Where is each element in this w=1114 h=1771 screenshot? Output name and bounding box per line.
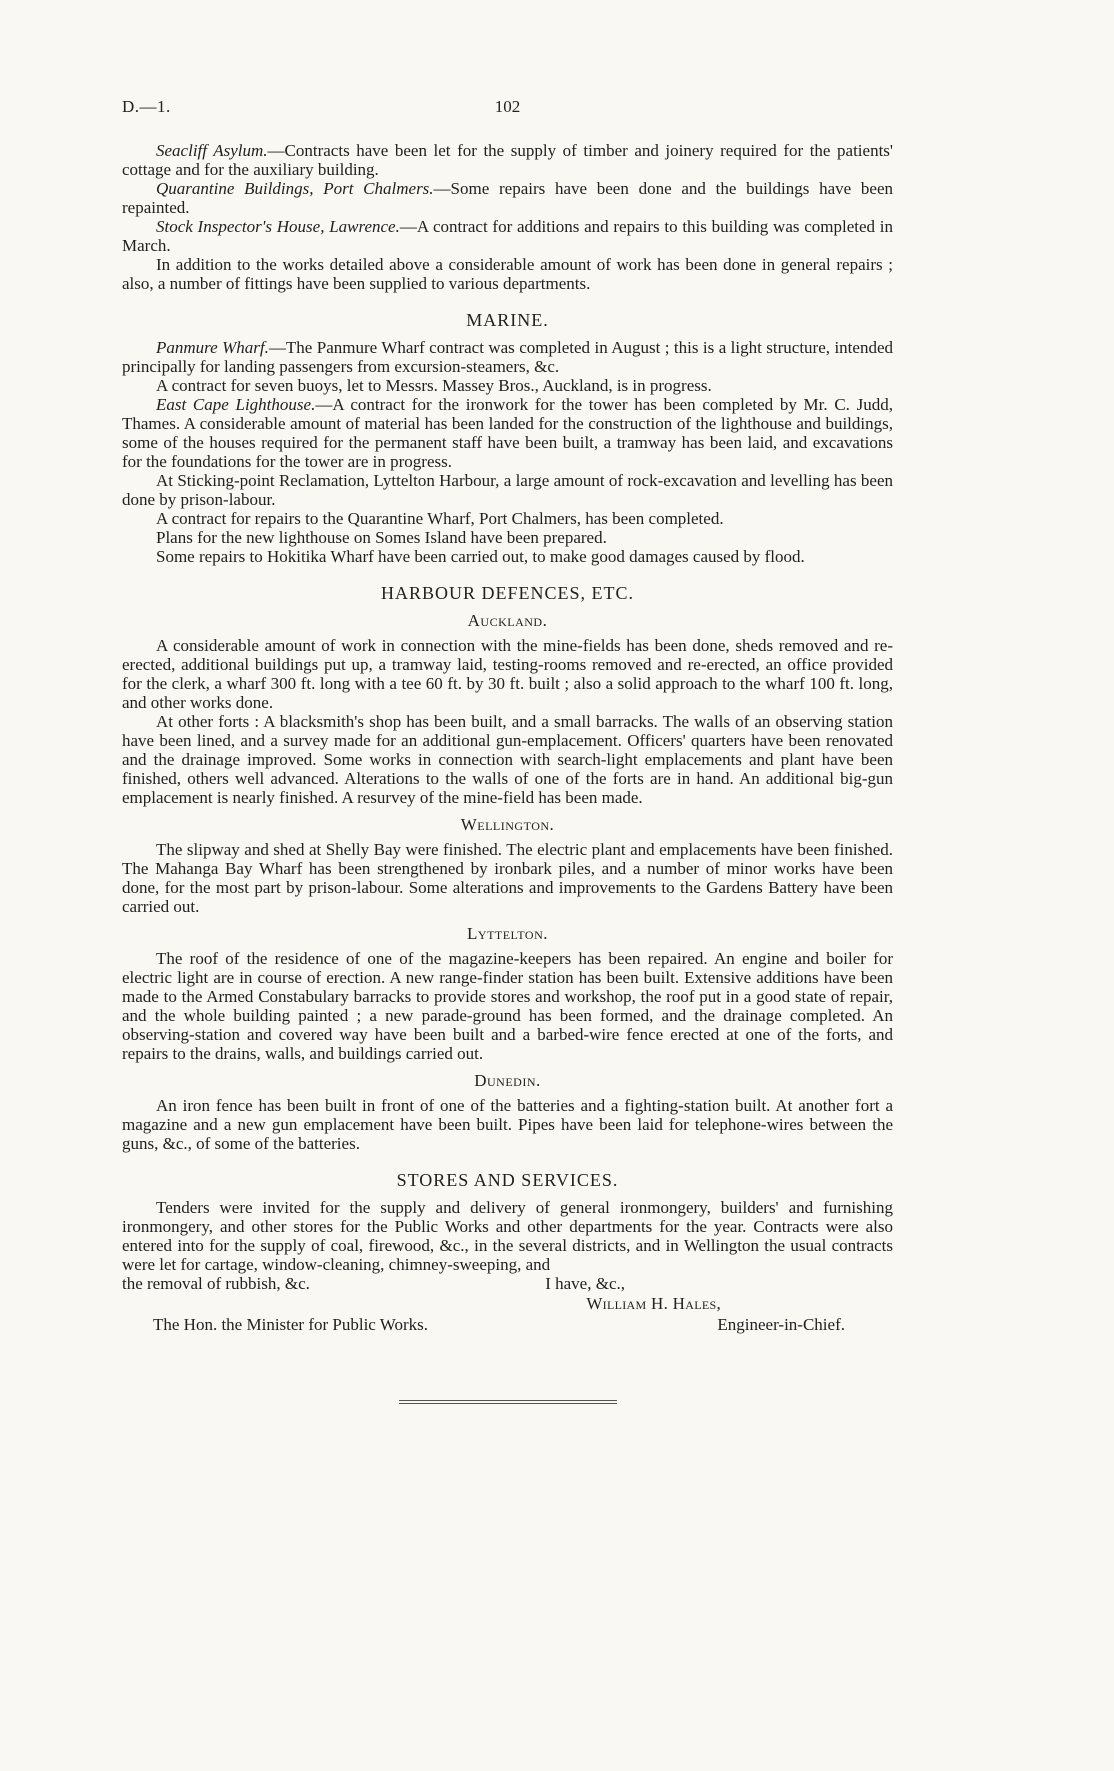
- paragraph: [122, 712, 893, 807]
- section-subheading: Dunedin.: [474, 1071, 541, 1090]
- paragraph-text: The slipway and shed at Shelly Bay were finished. The electric plant and emplacements have been finished. The Mahanga Bay Wharf has been strengthened by ironbark piles, and a number of minor works have been done, for the most part by prison-labour. Some alterations and improvements to the Gardens Battery have been carried out.: [122, 840, 893, 916]
- paragraph-lead: Seacliff Asylum.: [156, 141, 268, 160]
- paragraph: [122, 636, 893, 712]
- page-number: 102: [494, 97, 521, 116]
- paragraph: [122, 840, 893, 916]
- end-of-document-rule: [399, 1400, 617, 1404]
- paragraph: [122, 509, 893, 528]
- paragraph-lead: Panmure Wharf.: [156, 338, 269, 357]
- signatory-name: William H. Hales,: [586, 1294, 721, 1313]
- paragraph-lead: Quarantine Buildings, Port Chalmers.: [156, 179, 434, 198]
- paragraph-text: The roof of the residence of one of the magazine-keepers has been repaired. An engine and boiler for electric light are in course of erection. A new range-finder station has been built. Extensive additions have been made to the Armed Constabulary barracks to provide stores and workshop, the roof put in a good state of repair, and the whole building painted ; a new parade-ground has been formed, and the drainage completed. An observing-station and covered way have been built and a barbed-wire fence erected at one of the forts, and repairs to the drains, walls, and buildings carried out.: [122, 949, 893, 1063]
- section-subheading: Wellington.: [460, 815, 555, 834]
- paragraph: [122, 1198, 893, 1274]
- paragraph: [122, 141, 893, 179]
- paragraph-text: Plans for the new lighthouse on Somes Island have been prepared.: [156, 528, 607, 547]
- section-heading: STORES AND SERVICES.: [396, 1170, 619, 1190]
- paragraph: [122, 949, 893, 1063]
- paragraph-text: —A contract for the ironwork for the tower has been completed by Mr. C. Judd, Thames. A considerable amount of material has been landed for the construction of the lighthouse and buildings, some of the houses required for the permanent staff have been built, a tramway has been laid, and excavations for the foundations for the tower are in progress.: [122, 395, 893, 471]
- paragraph-text: A contract for seven buoys, let to Messrs. Massey Bros., Auckland, is in progress.: [156, 376, 712, 395]
- document-content: [122, 141, 893, 1274]
- paragraph-last-line: the removal of rubbish, &c.: [122, 1274, 310, 1293]
- paragraph: [122, 1096, 893, 1153]
- paragraph: [122, 179, 893, 217]
- paragraph: [122, 395, 893, 471]
- paragraph-text: —The Panmure Wharf contract was completed in August ; this is a light structure, intended principally for landing passengers from excursion-steamers, &c.: [122, 338, 893, 376]
- doc-reference: D.—1.: [122, 97, 171, 116]
- section-subheading: Auckland.: [467, 611, 548, 630]
- addressee: The Hon. the Minister for Public Works.: [153, 1315, 429, 1334]
- signature-block: [122, 1274, 893, 1334]
- paragraph: [122, 471, 893, 509]
- signature-line: [122, 1274, 893, 1293]
- paragraph: [122, 376, 893, 395]
- paragraph: [122, 338, 893, 376]
- signature-footer-row: [122, 1315, 893, 1334]
- paragraph-text: At other forts : A blacksmith's shop has been built, and a small barracks. The walls of an observing station have been lined, and a survey made for an additional gun-emplacement. Officers' quarters have been renovated and the drainage improved. Some works in connection with search-light emplacements and plant have been finished, others well advanced. Alterations to the walls of one of the forts are in hand. An additional big-gun emplacement is nearly finished. A resurvey of the mine-field has been made.: [122, 712, 893, 807]
- section-subheading: Lyttelton.: [467, 924, 548, 943]
- paragraph-text: A contract for repairs to the Quarantine Wharf, Port Chalmers, has been completed.: [156, 509, 724, 528]
- paragraph-text: A considerable amount of work in connection with the mine-fields has been done, sheds removed and re-erected, additional buildings put up, a tramway laid, testing-rooms removed and re-erected, an office provided for the clerk, a wharf 300 ft. long with a tee 60 ft. by 30 ft. built ; also a solid approach to the wharf 100 ft. long, and other works done.: [122, 636, 893, 712]
- paragraph: [122, 217, 893, 255]
- paragraph: [122, 528, 893, 547]
- paragraph-text: Some repairs to Hokitika Wharf have been carried out, to make good damages caused by flood.: [156, 547, 805, 566]
- paragraph-text: In addition to the works detailed above a considerable amount of work has been done in general repairs ; also, a number of fittings have been supplied to various departments.: [122, 255, 893, 293]
- page-header: [122, 97, 893, 117]
- paragraph-lead: East Cape Lighthouse.: [156, 395, 316, 414]
- paragraph: [122, 255, 893, 293]
- paragraph-text: An iron fence has been built in front of one of the batteries and a fighting-station built. At another fort a magazine and a new gun emplacement have been built. Pipes have been laid for telephone-wires between the guns, &c., of some of the batteries.: [122, 1096, 893, 1153]
- paragraph: [122, 547, 893, 566]
- signatory-title: Engineer-in-Chief.: [717, 1315, 845, 1334]
- section-heading: HARBOUR DEFENCES, ETC.: [380, 583, 635, 603]
- paragraph-text: —A contract for additions and repairs to this building was completed in March.: [122, 217, 893, 255]
- paragraph-text: —Contracts have been let for the supply of timber and joinery required for the patients' cottage and for the auxiliary building.: [122, 141, 893, 179]
- paragraph-lead: Stock Inspector's House, Lawrence.: [156, 217, 400, 236]
- section-heading: MARINE.: [466, 310, 549, 330]
- paragraph-text: Tenders were invited for the supply and delivery of general ironmongery, builders' and furnishing ironmongery, and other stores for the Public Works and other departments for the year. Contracts were also entered into for the supply of coal, firewood, &c., in the several districts, and in Wellington the usual contracts were let for cartage, window-cleaning, chimney-sweeping, and: [122, 1198, 893, 1274]
- valediction: I have, &c.,: [545, 1274, 625, 1293]
- paragraph-text: —Some repairs have been done and the buildings have been repainted.: [122, 179, 893, 217]
- paragraph-text: At Sticking-point Reclamation, Lyttelton Harbour, a large amount of rock-excavation and levelling has been done by prison-labour.: [122, 471, 893, 509]
